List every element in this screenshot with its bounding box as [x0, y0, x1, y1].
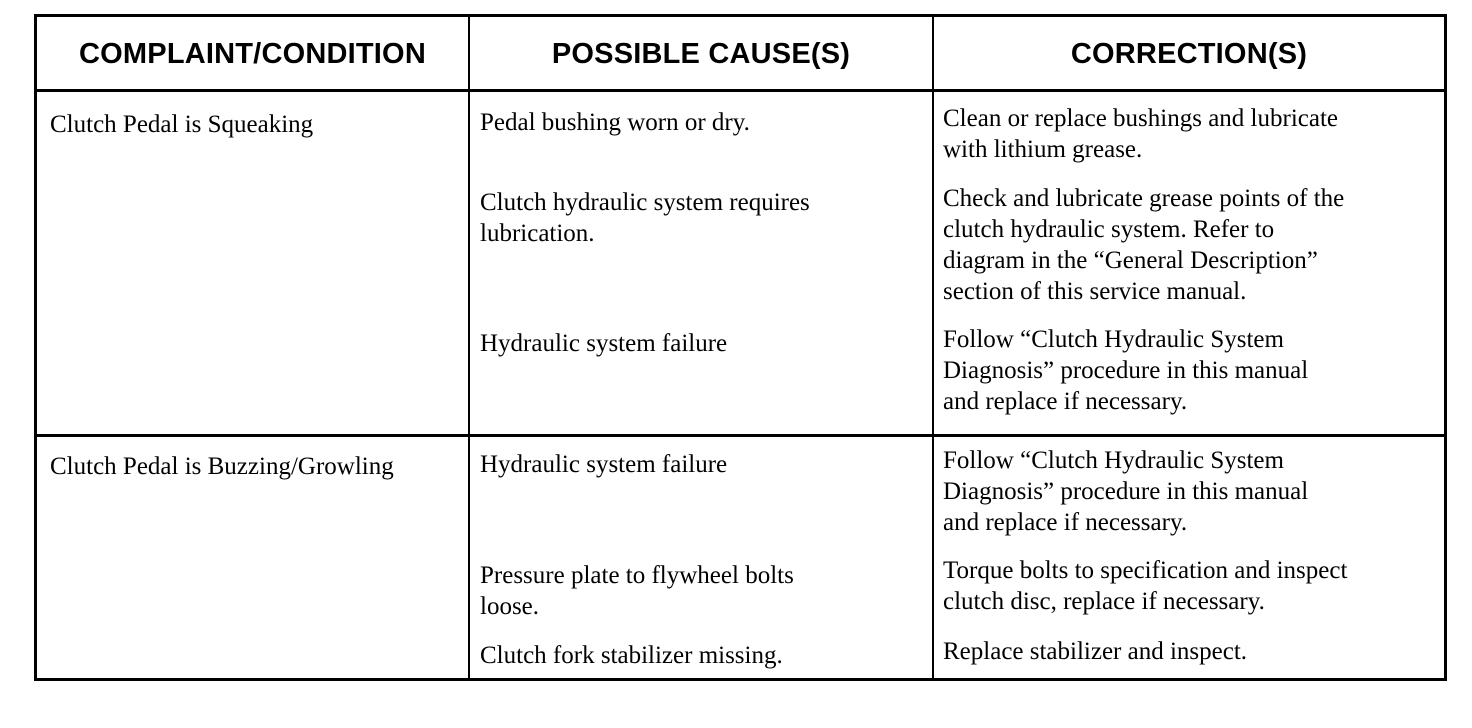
header-condition: COMPLAINT/CONDITION	[79, 37, 426, 70]
cause-cell	[480, 107, 750, 138]
correction-line: Check and lubricate grease points of the	[943, 185, 1345, 212]
cause-line: loose.	[480, 593, 540, 620]
correction-cell	[943, 183, 1344, 307]
correction-cell	[943, 445, 1308, 538]
diagnosis-table	[34, 14, 1447, 681]
header-cause: POSSIBLE CAUSE(S)	[551, 37, 851, 70]
condition-cell: Clutch Pedal is Buzzing/Growling	[50, 453, 394, 480]
correction-line: Replace stabilizer and inspect.	[943, 638, 1248, 665]
cause-line: Hydraulic system failure	[480, 451, 728, 478]
cause-line: lubrication.	[480, 220, 595, 247]
cause-line: Pedal bushing worn or dry.	[480, 109, 750, 136]
correction-line: and replace if necessary.	[943, 388, 1188, 415]
correction-line: diagram in the “General Description”	[943, 247, 1318, 274]
correction-line: Torque bolts to specification and inspect	[943, 557, 1348, 584]
cause-cell	[480, 449, 727, 480]
correction-cell	[943, 555, 1347, 617]
correction-line: and replace if necessary.	[943, 509, 1188, 536]
cause-line: Pressure plate to flywheel bolts	[480, 562, 794, 589]
column-divider-1	[468, 17, 470, 678]
cause-line: Clutch fork stabilizer missing.	[480, 642, 783, 669]
cause-line: Hydraulic system failure	[480, 330, 728, 357]
column-divider-2	[932, 17, 934, 678]
correction-line: clutch disc, replace if necessary.	[943, 588, 1265, 615]
correction-line: clutch hydraulic system. Refer to	[943, 216, 1275, 243]
cause-cell	[480, 640, 783, 671]
cause-line: Clutch hydraulic system requires	[480, 189, 810, 216]
correction-line: Clean or replace bushings and lubricate	[943, 105, 1338, 132]
correction-line: Follow “Clutch Hydraulic System	[943, 447, 1284, 474]
correction-line: Diagnosis” procedure in this manual	[943, 478, 1309, 505]
cause-cell	[480, 560, 794, 622]
group-divider	[37, 434, 1444, 437]
condition-cell: Clutch Pedal is Squeaking	[50, 111, 314, 138]
cause-cell	[480, 328, 727, 359]
correction-line: Diagnosis” procedure in this manual	[943, 357, 1309, 384]
correction-cell	[943, 324, 1308, 417]
cause-cell	[480, 187, 810, 249]
correction-cell	[943, 636, 1247, 667]
correction-cell	[943, 103, 1338, 165]
correction-line: Follow “Clutch Hydraulic System	[943, 326, 1284, 353]
correction-line: section of this service manual.	[943, 278, 1247, 305]
header-correction: CORRECTION(S)	[1070, 37, 1308, 70]
correction-line: with lithium grease.	[943, 136, 1143, 163]
